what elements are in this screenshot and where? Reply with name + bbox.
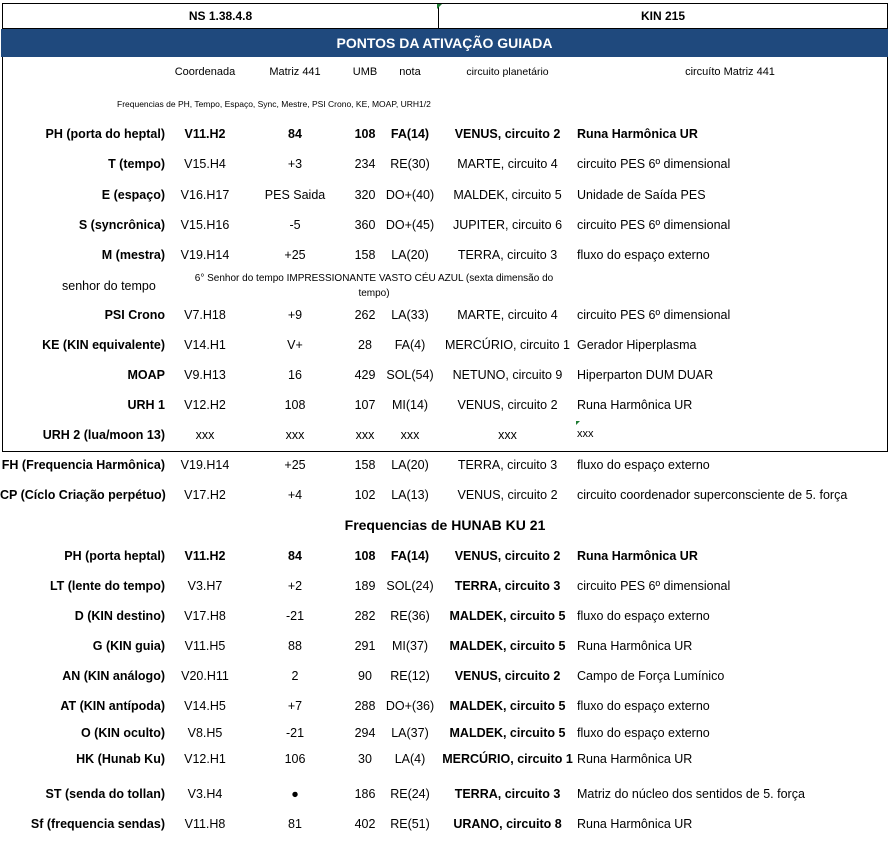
row-coordenada: V8.H5 (187, 726, 223, 740)
row-circuito: TERRA, circuito 3 (454, 787, 561, 801)
row-circuito: MARTE, circuito 4 (457, 157, 558, 171)
row-circuito: URANO, circuito 8 (453, 817, 562, 831)
row-matriz: ● (291, 787, 299, 801)
row-matriz: -5 (289, 218, 301, 232)
row-nota: MI(37) (391, 639, 429, 653)
row-umb: 108 (354, 127, 376, 141)
row-nota: DO+(40) (385, 188, 435, 202)
row-coordenada: V16.H17 (180, 188, 230, 202)
row-matriz: 81 (288, 817, 302, 831)
row-nota: RE(12) (390, 669, 430, 683)
row-nota: xxx (400, 428, 420, 442)
row-circuito-matriz: Gerador Hiperplasma (577, 338, 697, 352)
row-circuito: VENUS, circuito 2 (454, 669, 561, 683)
row-circuito: VENUS, circuito 2 (457, 398, 558, 412)
row-matriz: 16 (288, 368, 302, 382)
row-circuito: VENUS, circuito 2 (457, 488, 558, 502)
row-label: URH 1 (127, 398, 165, 412)
row-circuito-matriz: xxx (577, 428, 594, 440)
row-coordenada: V17.H2 (184, 488, 226, 502)
row-label: URH 2 (lua/moon 13) (42, 428, 165, 442)
row-circuito-matriz: circuito PES 6º dimensional (577, 218, 731, 232)
row-matriz: V+ (287, 338, 303, 352)
row-circuito-matriz: Runa Harmônica UR (577, 639, 693, 653)
frequencias-note: Frequencias de PH, Tempo, Espaço, Sync, Mestre, PSI Crono, KE, MOAP, URH1/2 (117, 99, 431, 109)
row-nota: LA(37) (391, 726, 429, 740)
col-circuito: circuito planetário (466, 66, 549, 78)
row-nota: LA(13) (391, 488, 429, 502)
row-coordenada: V14.H1 (184, 338, 226, 352)
row-coordenada: V17.H8 (184, 609, 226, 623)
row-matriz: -21 (285, 609, 305, 623)
row-matriz: 106 (284, 752, 306, 766)
section2-title: Frequencias de HUNAB KU 21 (344, 517, 546, 533)
row-matriz: xxx (285, 428, 305, 442)
row-circuito-matriz: circuito PES 6º dimensional (577, 157, 731, 171)
row-label: Sf (frequencia sendas) (30, 817, 165, 831)
row-label: HK (Hunab Ku) (76, 752, 165, 766)
row-coordenada: V3.H7 (187, 579, 223, 593)
row-umb: 186 (354, 787, 376, 801)
row-label: CP (Cíclo Criação perpétuo) (0, 488, 166, 502)
row-coordenada: V15.H16 (180, 218, 230, 232)
row-coordenada: V11.H8 (184, 817, 226, 831)
row-coordenada: V15.H4 (184, 157, 226, 171)
row-circuito-matriz: Matriz do núcleo dos sentidos de 5. força (577, 787, 805, 801)
row-nota: MI(14) (391, 398, 429, 412)
row-circuito-matriz: circuito PES 6º dimensional (577, 579, 731, 593)
row-coordenada: V20.H11 (181, 669, 229, 683)
col-coordenada: Coordenada (174, 66, 236, 78)
row-umb: 102 (354, 488, 376, 502)
row-matriz: 108 (284, 398, 306, 412)
row-coordenada: V19.H14 (180, 248, 230, 262)
row-umb: 30 (358, 752, 372, 766)
row-nota: LA(20) (391, 248, 429, 262)
row-nota: RE(36) (390, 609, 430, 623)
row-circuito-matriz: fluxo do espaço externo (577, 248, 710, 262)
row-label: D (KIN destino) (74, 609, 165, 623)
row-umb: 158 (354, 248, 376, 262)
row-matriz: +2 (287, 579, 303, 593)
page-title: PONTOS DA ATIVAÇÃO GUIADA (1, 29, 888, 57)
row-circuito-matriz: Runa Harmônica UR (577, 127, 698, 141)
row-coordenada: V11.H5 (184, 639, 226, 653)
row-coordenada: V7.H18 (184, 308, 226, 322)
row-circuito-matriz: Campo de Força Lumínico (577, 669, 725, 683)
ns-label: NS 1.38.4.8 (188, 9, 253, 23)
senhor-note: 6° Senhor do tempo IMPRESSIONANTE VASTO CÉU AZUL (sexta dimensão do tempo) (194, 273, 554, 299)
row-coordenada: V12.H1 (184, 752, 226, 766)
row-circuito-matriz: Runa Harmônica UR (577, 817, 693, 831)
row-label: FH (Frequencia Harmônica) (1, 458, 165, 472)
row-label: PSI Crono (104, 308, 165, 322)
row-coordenada: V19.H14 (180, 458, 230, 472)
row-circuito-matriz: fluxo do espaço externo (577, 726, 710, 740)
row-circuito: MERCÚRIO, circuito 1 (442, 752, 573, 766)
row-matriz: 88 (288, 639, 302, 653)
row-circuito: MALDEK, circuito 5 (449, 609, 566, 623)
row-label: E (espaço) (101, 188, 165, 202)
row-circuito: MARTE, circuito 4 (457, 308, 558, 322)
row-circuito-matriz: Runa Harmônica UR (577, 549, 698, 563)
row-matriz: +7 (287, 699, 303, 713)
row-umb: 282 (354, 609, 376, 623)
row-nota: LA(33) (391, 308, 429, 322)
row-circuito: VENUS, circuito 2 (454, 127, 561, 141)
row-circuito-matriz: fluxo do espaço externo (577, 609, 710, 623)
row-nota: FA(4) (394, 338, 426, 352)
row-umb: 402 (354, 817, 376, 831)
row-label: ST (senda do tollan) (45, 787, 165, 801)
row-umb: 429 (354, 368, 376, 382)
row-umb: 294 (354, 726, 376, 740)
row-nota: SOL(24) (386, 579, 434, 593)
row-label: LT (lente do tempo) (49, 579, 165, 593)
row-label: S (syncrônica) (78, 218, 165, 232)
row-matriz: 2 (291, 669, 299, 683)
row-umb: 28 (358, 338, 372, 352)
row-circuito: TERRA, circuito 3 (457, 458, 558, 472)
col-nota: nota (399, 66, 421, 78)
row-circuito-matriz: Hiperparton DUM DUAR (577, 368, 714, 382)
row-circuito: MERCÚRIO, circuito 1 (444, 338, 571, 352)
row-circuito-matriz: Runa Harmônica UR (577, 398, 693, 412)
row-label: M (mestra) (101, 248, 165, 262)
row-nota: FA(14) (390, 127, 430, 141)
row-nota: DO+(45) (385, 218, 435, 232)
col-umb: UMB (352, 66, 378, 78)
row-coordenada: V14.H5 (184, 699, 226, 713)
row-label: PH (porta heptal) (64, 549, 165, 563)
row-nota: RE(24) (390, 787, 430, 801)
row-umb: 288 (354, 699, 376, 713)
row-nota: FA(14) (390, 549, 430, 563)
row-coordenada: V9.H13 (184, 368, 226, 382)
row-circuito: MALDEK, circuito 5 (449, 726, 566, 740)
row-coordenada: V12.H2 (184, 398, 226, 412)
row-nota: DO+(36) (385, 699, 435, 713)
row-matriz: 84 (288, 549, 302, 563)
col-circuito-matriz: circuíto Matriz 441 (685, 66, 775, 78)
row-circuito: TERRA, circuito 3 (454, 579, 561, 593)
row-matriz: -21 (285, 726, 305, 740)
row-matriz: +25 (284, 458, 306, 472)
row-label: MOAP (127, 368, 165, 382)
row-umb: 234 (354, 157, 376, 171)
row-circuito-matriz: Unidade de Saída PES (577, 188, 706, 202)
row-umb: 262 (354, 308, 376, 322)
row-matriz: +9 (287, 308, 303, 322)
row-circuito: MALDEK, circuito 5 (453, 188, 562, 202)
row-coordenada: V11.H2 (184, 549, 226, 563)
row-umb: 158 (354, 458, 376, 472)
row-coordenada: xxx (195, 428, 215, 442)
row-matriz: 84 (288, 127, 302, 141)
row-circuito: MALDEK, circuito 5 (449, 639, 566, 653)
senhor-label: senhor do tempo (62, 279, 156, 293)
kin-label: KIN 215 (640, 9, 686, 23)
col-matriz: Matriz 441 (269, 66, 321, 78)
row-label: G (KIN guia) (92, 639, 165, 653)
row-circuito: MALDEK, circuito 5 (449, 699, 566, 713)
row-circuito: JUPITER, circuito 6 (452, 218, 563, 232)
row-umb: 291 (354, 639, 376, 653)
row-matriz: PES Saida (264, 188, 326, 202)
row-umb: 360 (354, 218, 376, 232)
row-umb: xxx (355, 428, 375, 442)
row-coordenada: V3.H4 (187, 787, 223, 801)
row-circuito-matriz: fluxo do espaço externo (577, 458, 710, 472)
row-nota: SOL(54) (386, 368, 434, 382)
row-circuito: xxx (498, 428, 517, 442)
row-label: KE (KIN equivalente) (42, 338, 165, 352)
row-label: AN (KIN análogo) (62, 669, 165, 683)
row-circuito-matriz: Runa Harmônica UR (577, 752, 693, 766)
row-circuito-matriz: circuito PES 6º dimensional (577, 308, 731, 322)
row-matriz: +25 (284, 248, 306, 262)
row-circuito-matriz: circuito coordenador superconsciente de 5. força (577, 488, 848, 502)
row-label: PH (porta do heptal) (45, 127, 165, 141)
row-circuito: NETUNO, circuito 9 (452, 368, 563, 382)
row-circuito-matriz: fluxo do espaço externo (577, 699, 710, 713)
row-nota: LA(4) (394, 752, 426, 766)
row-nota: RE(30) (390, 157, 430, 171)
row-umb: 320 (354, 188, 376, 202)
row-circuito: VENUS, circuito 2 (454, 549, 561, 563)
row-matriz: +4 (287, 488, 303, 502)
row-label: AT (KIN antípoda) (60, 699, 165, 713)
row-coordenada: V11.H2 (184, 127, 226, 141)
row-label: T (tempo) (108, 157, 165, 171)
row-label: O (KIN oculto) (80, 726, 165, 740)
row-nota: LA(20) (391, 458, 429, 472)
row-umb: 107 (354, 398, 376, 412)
row-umb: 108 (354, 549, 376, 563)
row-matriz: +3 (287, 157, 303, 171)
row-umb: 189 (354, 579, 376, 593)
row-nota: RE(51) (390, 817, 430, 831)
row-umb: 90 (358, 669, 372, 683)
cell-comment-icon (576, 421, 580, 425)
row-circuito: TERRA, circuito 3 (457, 248, 558, 262)
